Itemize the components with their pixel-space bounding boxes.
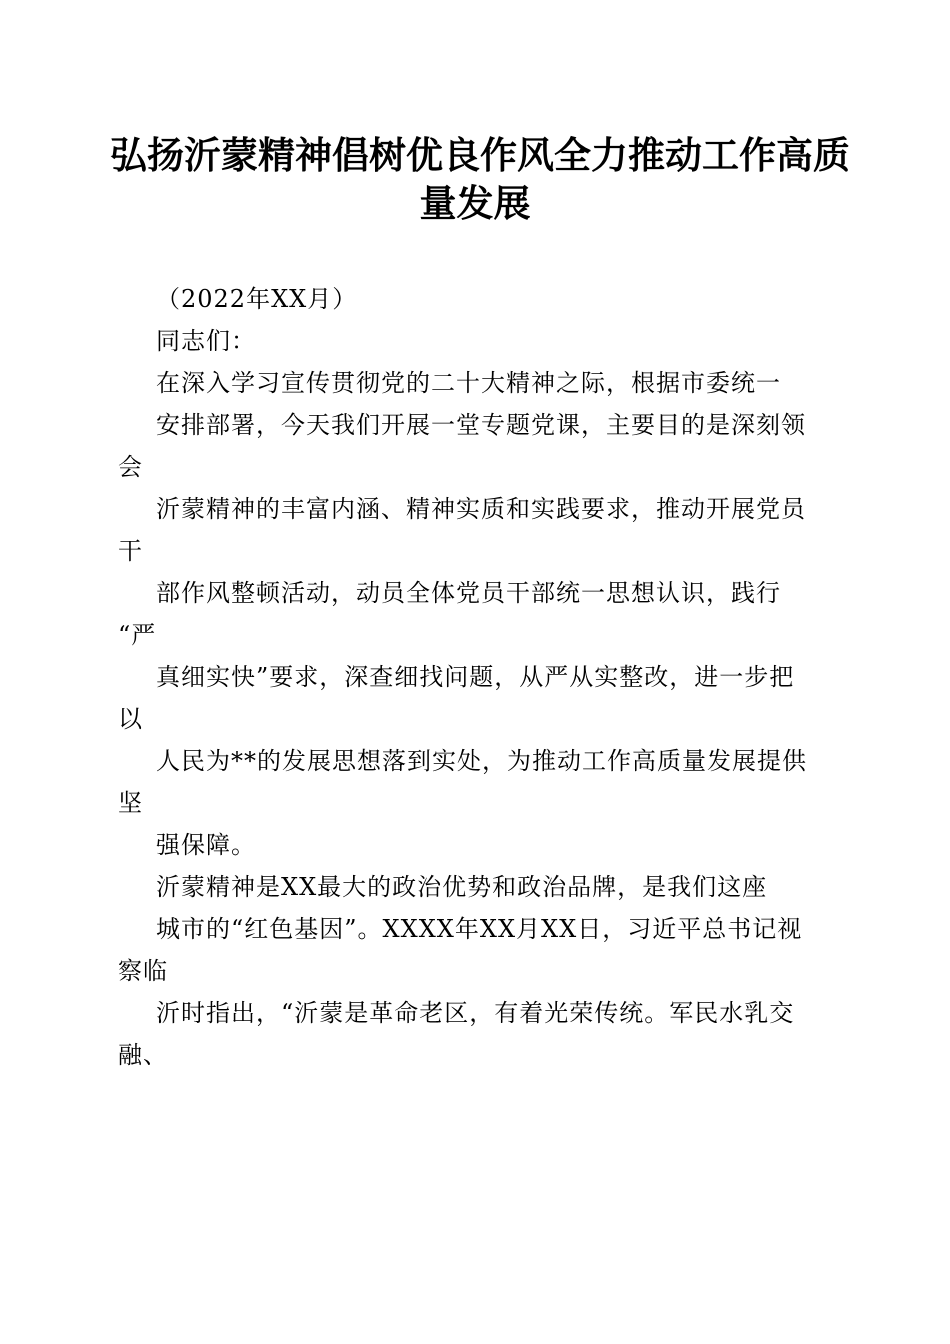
- paragraph-line-wrap: 干: [118, 537, 143, 565]
- paragraph-line-wrap: 坚: [118, 789, 143, 817]
- paragraph-line-wrap: “严: [118, 621, 157, 649]
- paragraph-line: 真细实快”要求，深查细找问题，从严从实整改，进一步把: [156, 663, 795, 691]
- document-body: [118, 278, 838, 1076]
- document-title: [110, 132, 850, 228]
- paragraph-line: 人民为**的发展思想落到实处，为推动工作高质量发展提供: [156, 747, 807, 775]
- salutation: 同志们：: [156, 327, 256, 355]
- paragraph-line-wrap: 以: [118, 705, 143, 733]
- paragraph-line: 沂蒙精神的丰富内涵、精神实质和实践要求，推动开展党员: [156, 495, 806, 523]
- paragraph-line: 安排部署，今天我们开展一堂专题党课，主要目的是深刻领: [156, 411, 806, 439]
- paragraph-line: 在深入学习宣传贯彻党的二十大精神之际，根据市委统一: [156, 369, 781, 397]
- title-line: 弘扬沂蒙精神倡树优良作风全力推动工作高质: [110, 134, 850, 177]
- paragraph-line: 沂时指出，“沂蒙是革命老区，有着光荣传统。军民水乳交: [156, 999, 795, 1027]
- paragraph-line: 强保障。: [156, 831, 256, 859]
- title-line: 量发展: [419, 182, 531, 225]
- paragraph-line-wrap: 会: [118, 453, 143, 481]
- paragraph-line-wrap: 融、: [118, 1041, 168, 1069]
- paragraph-line: 城市的“红色基因”。XXXX年XX月XX日，习近平总书记视: [156, 915, 803, 943]
- paragraph-line: 部作风整顿活动，动员全体党员干部统一思想认识，践行: [156, 579, 781, 607]
- paragraph-line-wrap: 察临: [118, 957, 168, 985]
- paragraph-line: 沂蒙精神是XX最大的政治优势和政治品牌，是我们这座: [156, 873, 768, 901]
- date-line: （2022年XX月）: [156, 285, 358, 313]
